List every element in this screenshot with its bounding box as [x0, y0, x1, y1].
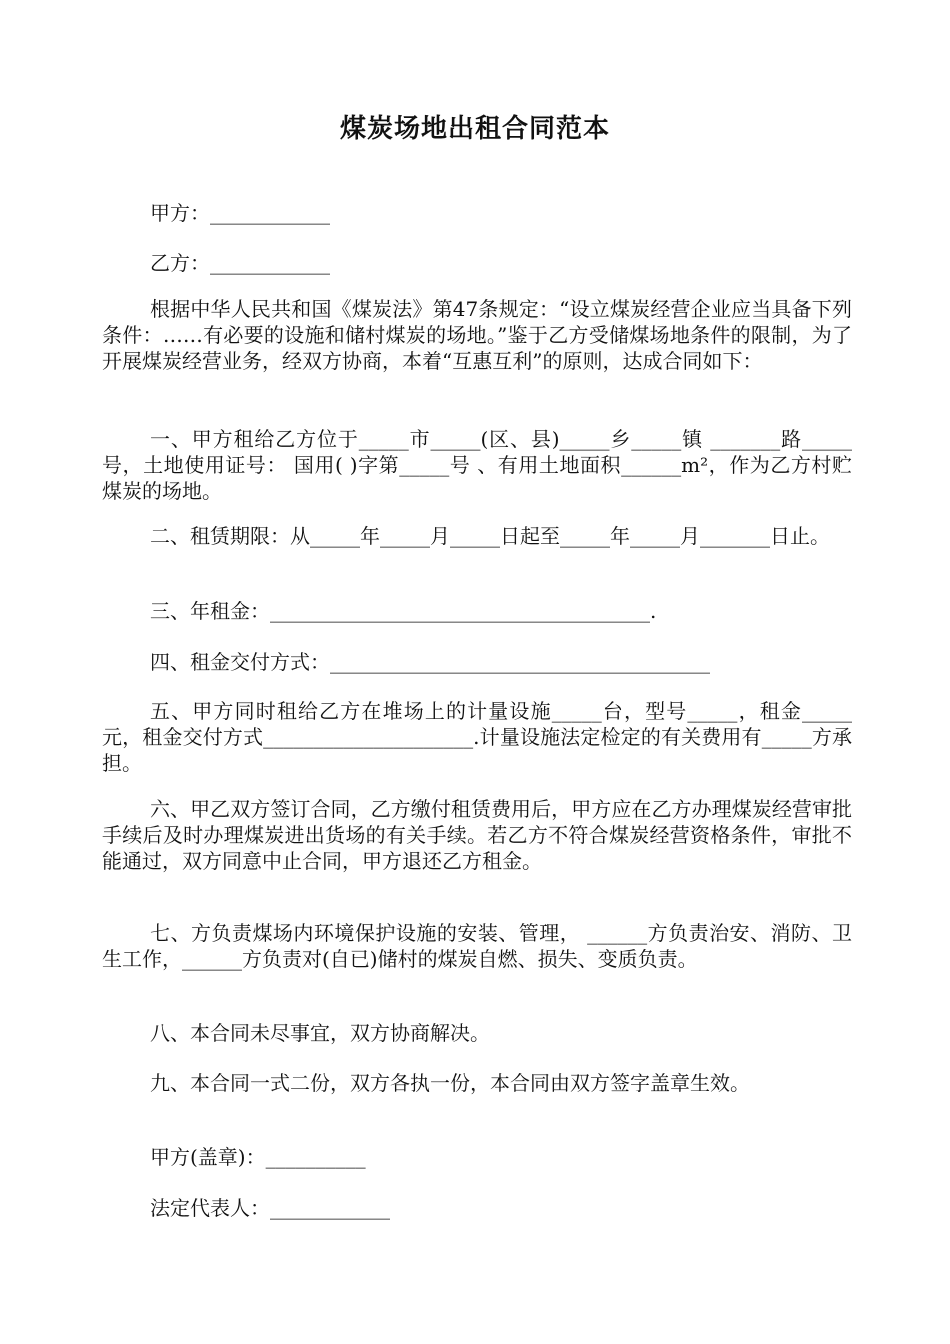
document-title: 煤炭场地出租合同范本 — [339, 114, 610, 144]
signature-legal-representative: 法定代表人：____________ — [150, 1196, 390, 1220]
signature-party-a: 甲方(盖章)：__________ — [150, 1145, 366, 1169]
clause-7: 七、方负责煤场内环境保护设施的安装、管理， ______方负责治安、消防、卫生工作，______方负责对(自已)储村的煤炭自燃、损失、变质负责。 — [102, 921, 852, 971]
clause-6: 六、甲乙双方签订合同，乙方缴付租赁费用后，甲方应在乙方办理煤炭经营审批手续后及时办理煤炭进出货场的有关手续。若乙方不符合煤炭经营资格条件，审批不能通过，双方同意中止合同，甲方退还乙方租金。 — [102, 797, 852, 873]
clause-4: 四、租金交付方式：______________________________________ — [150, 650, 710, 674]
clause-5: 五、甲方同时租给乙方在堆场上的计量设施_____台，型号_____，租金_____元，租金交付方式_____________________.计量设施法定检定的有关费用有_____方承担。 — [102, 699, 852, 775]
party-a-line: 甲方：____________ — [150, 201, 330, 225]
party-b-line: 乙方：____________ — [150, 251, 330, 275]
preamble-paragraph: 根据中华人民共和国《煤炭法》第47条规定：“设立煤炭经营企业应当具备下列条件：……有必要的设施和储村煤炭的场地。”鉴于乙方受储煤场地条件的限制，为了开展煤炭经营业务，经双方协商，本着“互惠互利”的原则，达成合同如下： — [102, 297, 852, 373]
clause-3: 三、年租金：______________________________________. — [150, 599, 657, 623]
clause-9: 九、本合同一式二份，双方各执一份，本合同由双方签字盖章生效。 — [150, 1071, 750, 1095]
clause-2: 二、租赁期限：从_____年_____月_____日起至_____年_____月_______日止。 — [150, 524, 830, 548]
clause-1: 一、甲方租给乙方位于_____市_____(区、县)_____乡_____镇 _______路_____号，土地使用证号： 国用( )字第_____号 、有用土地面积______m²，作为乙方村贮煤炭的场地。 — [102, 427, 852, 503]
clause-8: 八、本合同未尽事宜，双方协商解决。 — [150, 1021, 490, 1045]
